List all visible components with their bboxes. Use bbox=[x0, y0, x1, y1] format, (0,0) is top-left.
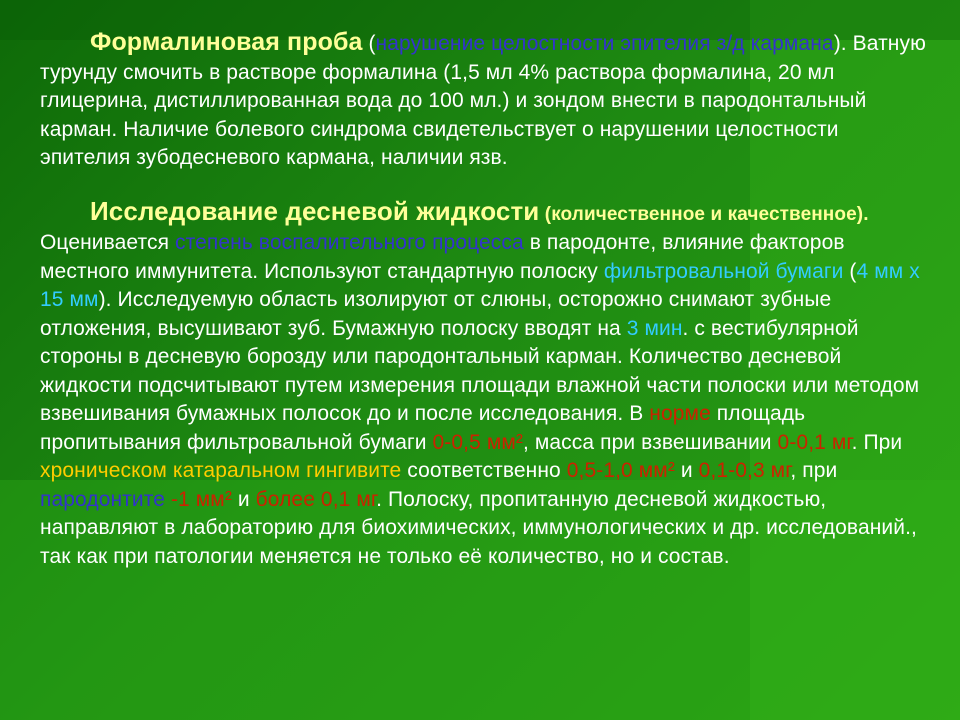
highlight-filter-paper: фильтровальной бумаги bbox=[603, 259, 844, 283]
value-gingivitis-mass: 0,1-0,3 мг bbox=[698, 459, 791, 482]
heading-formalin-test: Формалиновая проба bbox=[90, 28, 363, 56]
heading-gingival-fluid: Исследование десневой жидкости bbox=[90, 195, 540, 226]
highlight-strip-size: 4 мм х 15 мм bbox=[40, 259, 920, 311]
highlight-norm: норме bbox=[649, 402, 711, 425]
highlight-inflammation: степень воспалительного процесса bbox=[175, 231, 524, 254]
subheading-quant-qual: (количественное и качественное). bbox=[539, 203, 869, 225]
highlight-gingivitis: хроническом катаральном гингивите bbox=[40, 459, 402, 482]
value-periodontitis-mass: более 0,1 мг bbox=[255, 487, 377, 511]
paragraph-formalin-test: Формалиновая проба (нарушение целостности эпителия з/д кармана). Ватную турунду смочить в растворе формалина (1,5 мл 4% раствора формалина, 20 мл глицерина, дистиллированная вода до 100 мл.) и зондом внести в пародонтальный карман. Наличие болевого синдрома свидетельствует о нарушении целостности эпителия зубодесневого кармана, наличии язв. bbox=[40, 28, 926, 169]
value-norm-mass: 0-0,1 мг bbox=[777, 430, 852, 454]
paragraph-gingival-fluid: Исследование десневой жидкости (количественное и качественное). Оценивается степень воспалительного процесса в пародонте, влияние факторов местного иммунитета. Используют стандартную полоску фильтровальной бумаги (4 мм х 15 мм). Исследуемую область изолируют от слюны, осторожно снимают зубные отложения, высушивают зуб. Бумажную полоску вводят на 3 мин. с вестибулярной стороны в десневую борозду или пародонтальный карман. Количество десневой жидкости подсчитывают путем измерения площади влажной части полоски или методом взвешивания бумажных полосок до и после исследования. В норме площадь пропитывания фильтровальной бумаги 0-0,5 мм², масса при взвешивании 0-0,1 мг. При хроническом катаральном гингивите соответственно 0,5-1,0 мм² и 0,1-0,3 мг, при пародонтите -1 мм² и более 0,1 мг. Полоску, пропитанную десневой жидкостью, направляют в лабораторию для биохимических, иммунологических и др. исследований., так как при патологии меняется не только её количество, но и состав. bbox=[40, 195, 920, 568]
value-gingivitis-area: 0,5-1,0 мм² bbox=[566, 459, 675, 482]
highlight-periodontitis: пародонтите bbox=[40, 487, 165, 511]
slide-content bbox=[40, 28, 930, 571]
value-norm-area: 0-0,5 мм² bbox=[432, 430, 523, 454]
highlight-time: 3 мин bbox=[626, 316, 683, 340]
value-periodontitis-area: -1 мм² bbox=[170, 487, 232, 511]
note-epithelium: нарушение целостности эпителия з/д кармана bbox=[375, 32, 834, 55]
